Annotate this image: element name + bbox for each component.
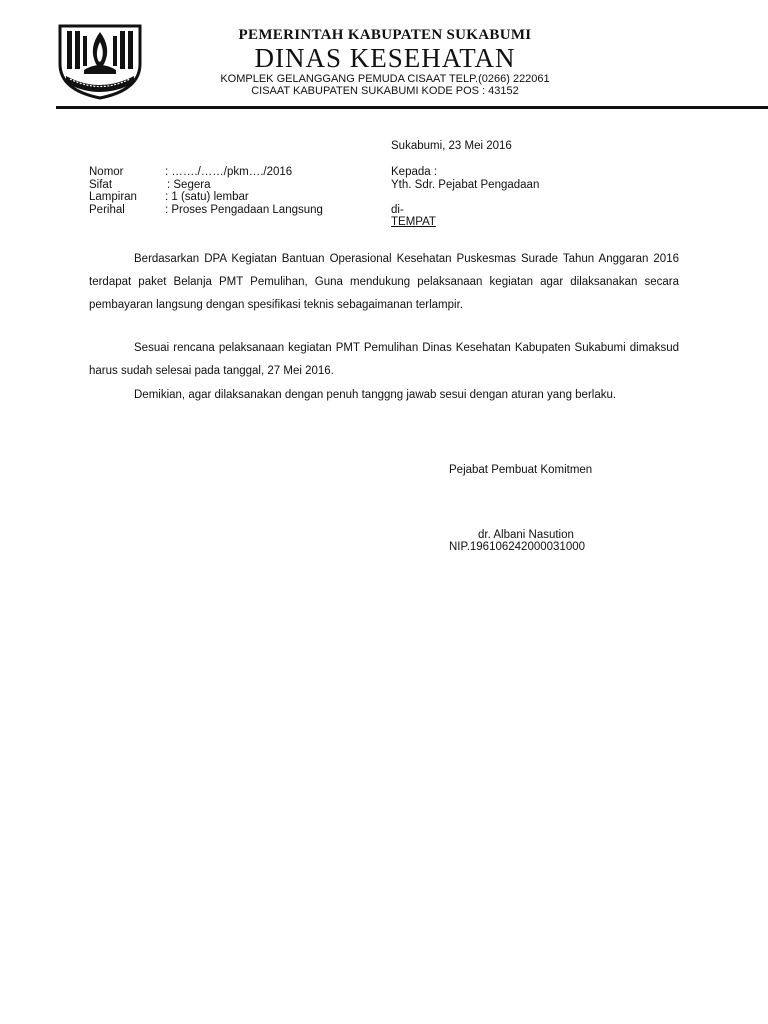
place-date: Sukabumi, 23 Mei 2016 <box>391 140 512 152</box>
lampiran-value: : 1 (satu) lembar <box>165 191 249 203</box>
signature-name: dr. Albani Nasution <box>478 529 574 541</box>
letterhead-divider <box>56 106 768 109</box>
recipient-di: di- <box>391 204 404 216</box>
nomor-label: Nomor <box>89 166 124 178</box>
sifat-value: : Segera <box>167 179 211 191</box>
signature-title: Pejabat Pembuat Komitmen <box>449 464 593 476</box>
letterhead-department: DINAS KESEHATAN <box>254 43 516 73</box>
nomor-value: : ……./……/pkm…./2016 <box>165 166 293 178</box>
perihal-label: Perihal <box>89 204 125 216</box>
recipient-yth: Yth. Sdr. Pejabat Pengadaan <box>391 179 540 191</box>
letterhead-address-line2: CISAAT KABUPATEN SUKABUMI KODE POS : 43152 <box>251 85 519 97</box>
recipient-tempat: TEMPAT <box>391 216 436 228</box>
body-paragraph-2: Sesuai rencana pelaksanaan kegiatan PMT Pemulihan Dinas Kesehatan Kabupaten Sukabumi dimaksud harus sudah selesai pada tanggal, 27 Mei 2016. <box>89 342 679 377</box>
letterhead-government: PEMERINTAH KABUPATEN SUKABUMI <box>238 27 532 43</box>
signature-nip: NIP.196106242000031000 <box>449 541 586 553</box>
lampiran-label: Lampiran <box>89 191 137 203</box>
letterhead-address-line1: KOMPLEK GELANGGANG PEMUDA CISAAT TELP.(0266) 222061 <box>220 73 550 85</box>
body-paragraph-3: Demikian, agar dilaksanakan dengan penuh tanggng jawab sesui dengan aturan yang berlaku. <box>134 389 617 401</box>
body-paragraph-1: Berdasarkan DPA Kegiatan Bantuan Operasional Kesehatan Puskesmas Surade Tahun Anggaran 2016 terdapat paket Belanja PMT Pemulihan, Guna mendukung pelaksanaan kegiatan agar dilaksanakan secara pembayaran langsung dengan spesifikasi teknis sebagaimanan terlampir. <box>89 253 679 311</box>
sifat-label: Sifat <box>89 179 113 191</box>
regency-emblem-logo <box>54 20 146 102</box>
recipient-kepada: Kepada : <box>391 166 438 178</box>
perihal-value: : Proses Pengadaan Langsung <box>165 204 323 216</box>
